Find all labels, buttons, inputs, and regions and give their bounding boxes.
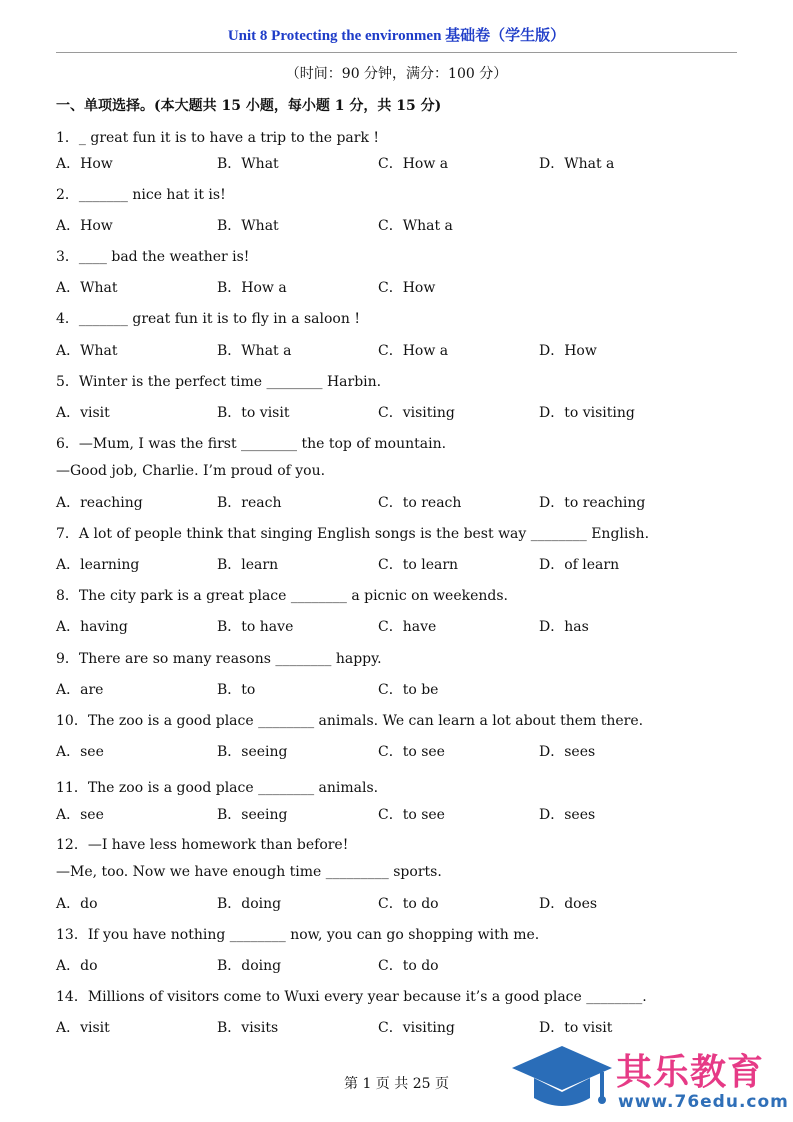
question-4-options (56, 340, 756, 360)
option-c: C．to see (378, 807, 445, 823)
question-5-options (56, 402, 756, 422)
option-c: C．visiting (378, 1020, 455, 1036)
option-a: A．having (56, 619, 128, 635)
option-c: C．have (378, 619, 437, 635)
page-number: 第 1 页 共 25 页 (344, 1076, 449, 1092)
watermark-logo (510, 1040, 790, 1118)
option-d: D．sees (539, 744, 596, 760)
question-4-stem: 4．_______ great fun it is to fly in a saloon ! (56, 311, 360, 327)
question-11-options (56, 804, 756, 824)
option-d: D．sees (539, 807, 596, 823)
question-12-options (56, 893, 756, 913)
option-a: A．do (56, 896, 98, 912)
question-2-options (56, 215, 756, 235)
question-1-options (56, 153, 756, 173)
question-7-options (56, 554, 756, 574)
option-a: A．reaching (56, 495, 143, 511)
section-heading: 一、单项选择。(本大题共 15 小题，每小题 1 分，共 15 分) (56, 98, 442, 114)
option-d: D．does (539, 896, 598, 912)
option-b: B．What (217, 218, 279, 234)
option-d: D．has (539, 619, 589, 635)
option-c: C．to be (378, 682, 439, 698)
option-a: A．visit (56, 1020, 110, 1036)
header-divider (56, 52, 737, 53)
option-b: B．to visit (217, 405, 290, 421)
question-9-stem: 9．There are so many reasons ________ happy. (56, 651, 382, 667)
option-a: A．How (56, 156, 113, 172)
option-d: D．of learn (539, 557, 620, 573)
option-b: B．What (217, 156, 279, 172)
question-6-options (56, 492, 756, 512)
option-a: A．What (56, 343, 118, 359)
question-6-stem: 6．—Mum, I was the first ________ the top of mountain. (56, 436, 447, 452)
logo-brand-name: 其乐教育 (616, 1052, 765, 1093)
option-d: D．How (539, 343, 597, 359)
option-c: C．What a (378, 218, 453, 234)
graduation-cap-icon (510, 1040, 614, 1118)
option-c: C．to learn (378, 557, 459, 573)
option-b: B．seeing (217, 744, 288, 760)
question-8-options (56, 616, 756, 636)
exam-time-info: （时间：90 分钟，满分：100 分） (285, 66, 508, 82)
question-14-stem: 14．Millions of visitors come to Wuxi every year because it’s a good place ________. (56, 989, 647, 1005)
option-b: B．reach (217, 495, 282, 511)
question-1-stem: 1．_ great fun it is to have a trip to the park ! (56, 130, 380, 146)
question-12-stem-line-2: —Me, too. Now we have enough time _________ sports. (56, 864, 442, 880)
option-a: A．are (56, 682, 104, 698)
option-b: B．How a (217, 280, 287, 296)
option-b: B．seeing (217, 807, 288, 823)
option-d: D．to visit (539, 1020, 613, 1036)
option-b: B．doing (217, 958, 282, 974)
option-d: D．to reaching (539, 495, 646, 511)
document-title: Unit 8 Protecting the environmen 基础卷（学生版） (227, 28, 566, 44)
question-6-stem-line-2: —Good job, Charlie. I’m proud of you. (56, 463, 326, 479)
question-10-stem: 10．The zoo is a good place ________ animals. We can learn a lot about them there. (56, 713, 644, 729)
question-13-stem: 13．If you have nothing ________ now, you can go shopping with me. (56, 927, 540, 943)
option-d: D．What a (539, 156, 615, 172)
question-13-options (56, 955, 756, 975)
option-c: C．to reach (378, 495, 462, 511)
option-c: C．to do (378, 958, 439, 974)
option-d: D．to visiting (539, 405, 635, 421)
option-c: C．How (378, 280, 436, 296)
question-8-stem: 8．The city park is a great place ________ a picnic on weekends. (56, 588, 509, 604)
option-a: A．learning (56, 557, 140, 573)
option-c: C．to do (378, 896, 439, 912)
option-c: C．How a (378, 343, 449, 359)
question-7-stem: 7．A lot of people think that singing English songs is the best way ________ English. (56, 526, 650, 542)
option-a: A．do (56, 958, 98, 974)
question-5-stem: 5．Winter is the perfect time ________ Harbin. (56, 374, 382, 390)
question-3-options (56, 277, 756, 297)
option-b: B．to (217, 682, 256, 698)
option-c: C．visiting (378, 405, 455, 421)
option-b: B．to have (217, 619, 294, 635)
option-a: A．How (56, 218, 113, 234)
option-a: A．see (56, 744, 104, 760)
option-a: A．see (56, 807, 104, 823)
option-a: A．visit (56, 405, 110, 421)
option-a: A．What (56, 280, 118, 296)
option-b: B．visits (217, 1020, 279, 1036)
option-b: B．What a (217, 343, 292, 359)
question-12-stem: 12．—I have less homework than before! (56, 837, 349, 853)
logo-url: www.76edu.com (618, 1092, 789, 1112)
question-9-options (56, 679, 756, 699)
option-b: B．doing (217, 896, 282, 912)
question-2-stem: 2．_______ nice hat it is! (56, 187, 226, 203)
question-14-options (56, 1017, 756, 1037)
question-10-options (56, 741, 756, 761)
question-3-stem: 3．____ bad the weather is! (56, 249, 250, 265)
option-c: C．to see (378, 744, 445, 760)
option-c: C．How a (378, 156, 449, 172)
question-11-stem: 11．The zoo is a good place ________ animals. (56, 780, 379, 796)
option-b: B．learn (217, 557, 279, 573)
